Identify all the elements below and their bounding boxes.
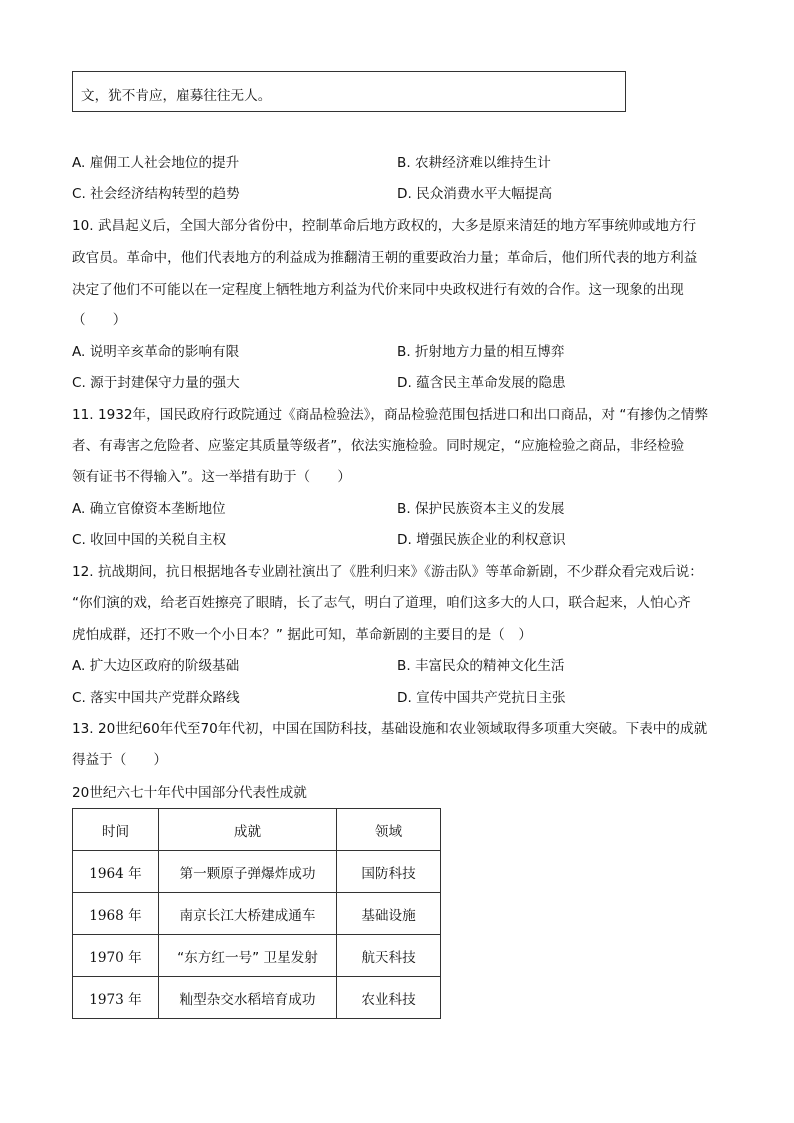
table-row [73, 935, 441, 977]
table-caption: 20世纪六七十年代中国部分代表性成就 [72, 785, 307, 801]
q10-option-b[interactable]: B. 折射地方力量的相互博弈 [397, 344, 565, 360]
column-header-field: 领域 [337, 809, 441, 851]
cell-field: 航天科技 [337, 935, 441, 977]
q12-stem-line: “你们演的戏，给老百姓擦亮了眼睛，长了志气，明白了道理，咱们这多大的人口，联合起来，人怕心齐 [72, 595, 691, 611]
source-excerpt-box [72, 71, 626, 112]
cell-achievement: 南京长江大桥建成通车 [159, 893, 337, 935]
q12-stem-line: 虎怕成群，还打不败一个小日本？” 据此可知，革命新剧的主要目的是（ ） [72, 627, 532, 643]
table-row [73, 893, 441, 935]
q12-stem-line: 12. 抗战期间，抗日根据地各专业剧社演出了《胜利归来》《游击队》等革命新剧，不少群众看完戏后说： [72, 564, 703, 580]
q10-option-d[interactable]: D. 蕴含民主革命发展的隐患 [397, 375, 566, 391]
q12-option-a[interactable]: A. 扩大边区政府的阶级基础 [72, 658, 240, 674]
q13-stem-line: 得益于（ ） [72, 752, 168, 768]
q13-stem-line: 13. 20世纪60年代至70年代初，中国在国防科技，基础设施和农业领域取得多项重大突破。下表中的成就 [72, 721, 708, 737]
cell-field: 国防科技 [337, 851, 441, 893]
table-row [73, 977, 441, 1019]
column-header-time: 时间 [73, 809, 159, 851]
q10-option-a[interactable]: A. 说明辛亥革命的影响有限 [72, 344, 240, 360]
achievements-table [72, 808, 441, 1019]
cell-achievement: 籼型杂交水稻培育成功 [159, 977, 337, 1019]
cell-year: 1964 年 [73, 851, 159, 893]
cell-field: 农业科技 [337, 977, 441, 1019]
q9-option-c[interactable]: C. 社会经济结构转型的趋势 [72, 186, 240, 202]
cell-year: 1970 年 [73, 935, 159, 977]
q10-stem-line: 决定了他们不可能以在一定程度上牺牲地方利益为代价来同中央政权进行有效的合作。这一现象的出现 [72, 282, 684, 298]
q10-stem-line: 政官员。革命中，他们代表地方的利益成为推翻清王朝的重要政治力量；革命后，他们所代表的地方利益 [72, 250, 698, 266]
q11-option-b[interactable]: B. 保护民族资本主义的发展 [397, 501, 565, 517]
q9-option-b[interactable]: B. 农耕经济难以维持生计 [397, 155, 551, 171]
q11-stem-line: 11. 1932年，国民政府行政院通过《商品检验法》，商品检验范围包括进口和出口商品，对 “有掺伪之情弊 [72, 407, 709, 423]
q11-stem-line: 者、有毒害之危险者、应鉴定其质量等级者”，依法实施检验。同时规定，“应施检验之商品，非经检验 [72, 438, 685, 454]
q10-option-c[interactable]: C. 源于封建保守力量的强大 [72, 375, 240, 391]
cell-year: 1973 年 [73, 977, 159, 1019]
cell-achievement: 第一颗原子弹爆炸成功 [159, 851, 337, 893]
q10-stem-line: 10. 武昌起义后，全国大部分省份中，控制革命后地方政权的，大多是原来清廷的地方军事统帅或地方行 [72, 218, 697, 234]
q12-option-d[interactable]: D. 宣传中国共产党抗日主张 [397, 690, 566, 706]
q9-option-a[interactable]: A. 雇佣工人社会地位的提升 [72, 155, 240, 171]
q11-stem-line: 领有证书不得输入”。这一举措有助于（ ） [72, 469, 351, 485]
q9-option-d[interactable]: D. 民众消费水平大幅提高 [397, 186, 553, 202]
cell-year: 1968 年 [73, 893, 159, 935]
q11-option-a[interactable]: A. 确立官僚资本垄断地位 [72, 501, 226, 517]
q12-option-c[interactable]: C. 落实中国共产党群众路线 [72, 690, 240, 706]
q11-option-d[interactable]: D. 增强民族企业的利权意识 [397, 532, 566, 548]
q12-option-b[interactable]: B. 丰富民众的精神文化生活 [397, 658, 565, 674]
q10-answer-blank: （ ） [72, 312, 127, 328]
q11-option-c[interactable]: C. 收回中国的关税自主权 [72, 532, 227, 548]
cell-field: 基础设施 [337, 893, 441, 935]
source-excerpt-text: 文，犹不肯应，雇募往往无人。 [81, 88, 272, 104]
table-row [73, 851, 441, 893]
column-header-achievement: 成就 [159, 809, 337, 851]
cell-achievement: “东方红一号” 卫星发射 [159, 935, 337, 977]
table-header-row [73, 809, 441, 851]
